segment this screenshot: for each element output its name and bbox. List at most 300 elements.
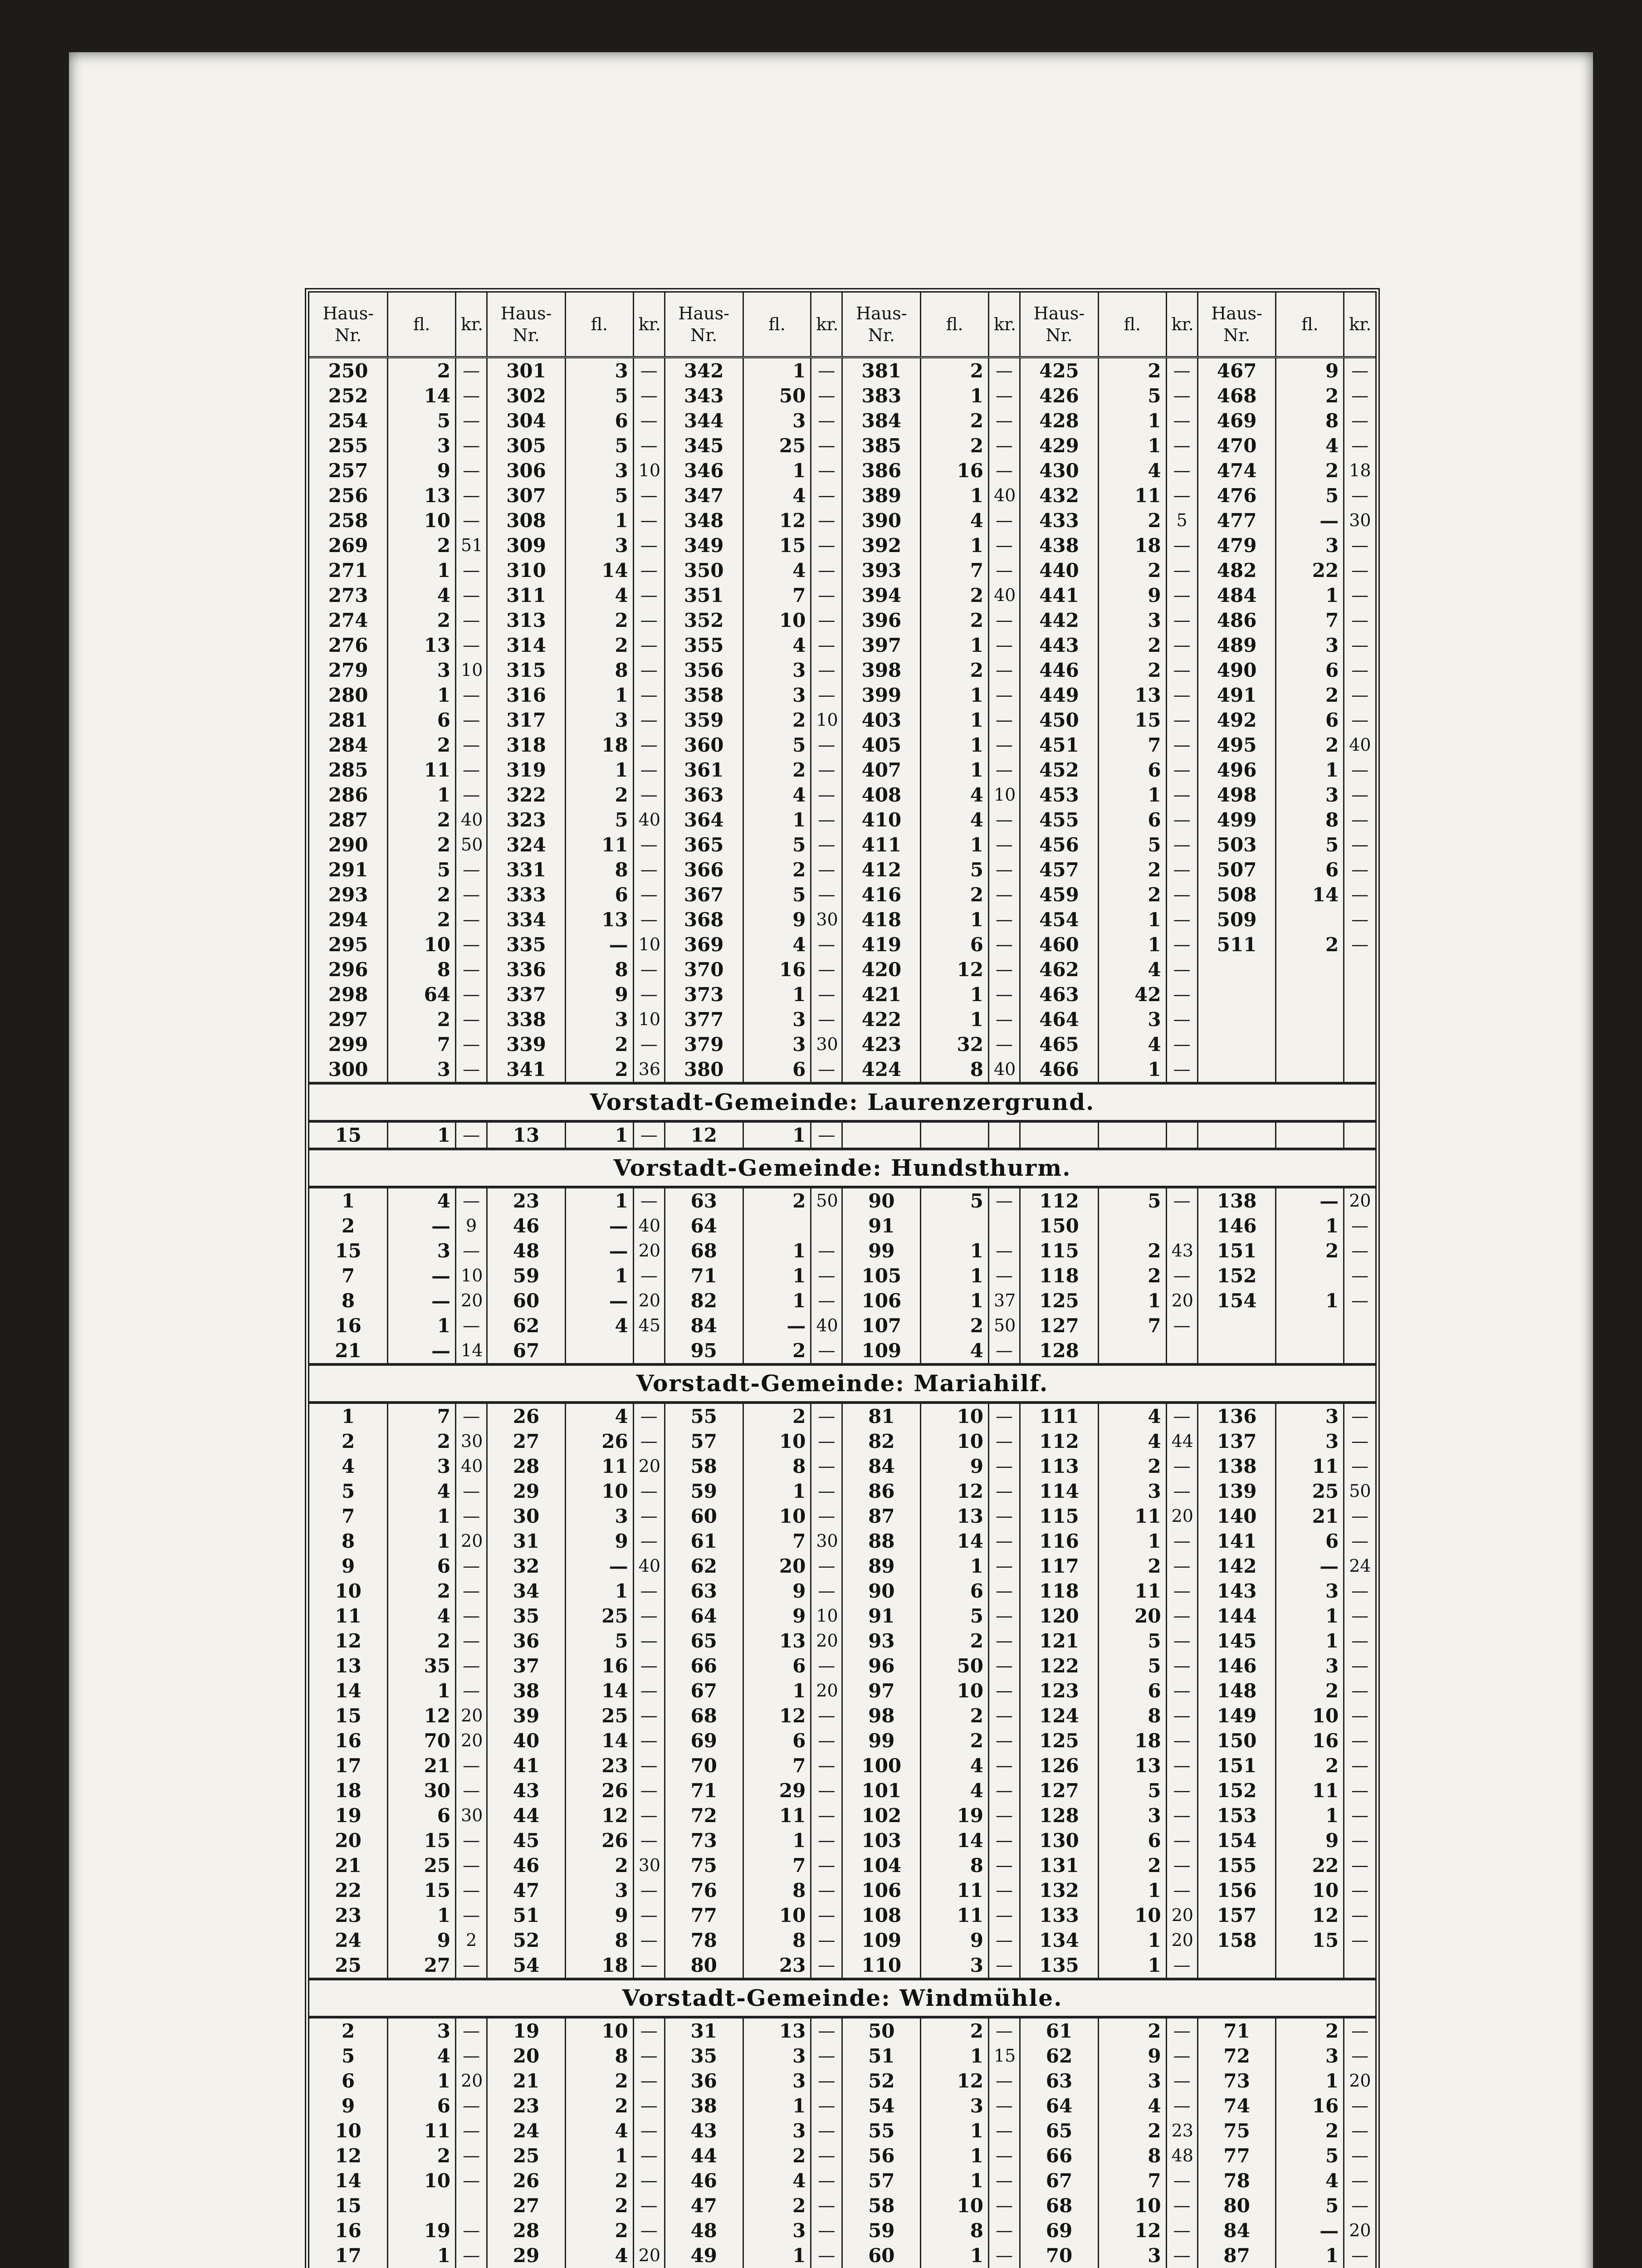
table-row <box>309 2243 1375 2268</box>
florin-cell: 25 <box>388 1853 456 1878</box>
house-number-cell: 7 <box>342 1265 355 1287</box>
florin-cell: 2 <box>921 583 989 608</box>
kreuzer-cell: — <box>1344 2143 1375 2168</box>
florin-cell: 4 <box>388 583 456 608</box>
house-number-cell: 127 <box>1020 1778 1099 1803</box>
house-number-cell: 449 <box>1020 683 1099 708</box>
kreuzer-cell: — <box>633 2218 665 2243</box>
section-table-laurenzergrund <box>309 1123 1375 1148</box>
florin-cell: 23 <box>565 1753 633 1778</box>
house-number-cell: 358 <box>665 683 743 708</box>
section-title: Vorstadt-Gemeinde: Windmühle. <box>309 1978 1375 2019</box>
house-number-cell: 112 <box>1020 1429 1099 1454</box>
kreuzer-cell: — <box>811 2168 842 2193</box>
kreuzer-cell: — <box>988 807 1020 832</box>
house-number-cell: 51 <box>842 2043 921 2068</box>
kreuzer-cell: — <box>1344 2019 1375 2043</box>
florin-cell: 2 <box>565 1057 633 1082</box>
table-row <box>309 957 1375 982</box>
kreuzer-cell: — <box>811 1903 842 1928</box>
florin-cell: 3 <box>565 357 633 384</box>
florin-cell: 18 <box>1098 533 1166 558</box>
kreuzer-cell: — <box>633 832 665 857</box>
house-number-cell: 467 <box>1197 357 1276 384</box>
kreuzer-cell <box>1344 1032 1375 1057</box>
kreuzer-cell: — <box>988 1188 1020 1213</box>
house-number-cell: 310 <box>487 558 566 583</box>
florin-cell: 70 <box>388 1728 456 1753</box>
florin-cell: 1 <box>921 708 989 733</box>
kreuzer-cell: — <box>988 982 1020 1007</box>
house-number-cell: 10 <box>335 1580 362 1602</box>
kreuzer-cell: 30 <box>456 1803 487 1828</box>
florin-cell: 15 <box>388 1878 456 1903</box>
kreuzer-cell: — <box>811 1238 842 1263</box>
house-number-cell: 384 <box>842 408 921 433</box>
house-number-cell: 256 <box>328 484 368 507</box>
house-number-cell: 14 <box>335 2170 362 2192</box>
florin-cell: 1 <box>743 458 811 483</box>
florin-cell: 4 <box>743 558 811 583</box>
kreuzer-cell: — <box>988 1678 1020 1703</box>
florin-cell: 1 <box>921 683 989 708</box>
house-number-cell: 70 <box>1020 2243 1099 2268</box>
florin-cell: 9 <box>565 1529 633 1554</box>
house-number-cell: 17 <box>335 1755 362 1777</box>
house-number-cell: 423 <box>842 1032 921 1057</box>
kreuzer-cell: — <box>1344 1803 1375 1828</box>
kreuzer-cell: 20 <box>456 1288 487 1313</box>
kreuzer-cell: — <box>988 857 1020 882</box>
florin-cell: 22 <box>1276 558 1344 583</box>
house-number-cell: 508 <box>1197 882 1276 907</box>
table-row <box>309 1828 1375 1853</box>
kreuzer-cell: — <box>811 807 842 832</box>
florin-cell <box>1098 1338 1166 1363</box>
house-number-cell: 158 <box>1197 1928 1276 1953</box>
house-number-cell: 412 <box>842 857 921 882</box>
house-number-cell: 118 <box>1020 1263 1099 1288</box>
house-number-cell: 36 <box>487 1628 566 1653</box>
house-number-cell: 63 <box>665 1579 743 1603</box>
house-number-cell: 509 <box>1197 907 1276 932</box>
florin-cell: 5 <box>565 383 633 408</box>
house-number-cell: 97 <box>842 1678 921 1703</box>
florin-cell: 1 <box>921 2168 989 2193</box>
house-number-cell: 157 <box>1197 1903 1276 1928</box>
house-number-cell: 58 <box>665 1454 743 1479</box>
house-number-cell: 441 <box>1020 583 1099 608</box>
florin-cell: 2 <box>1098 1554 1166 1579</box>
florin-cell: 7 <box>743 1753 811 1778</box>
kreuzer-cell: — <box>1166 882 1197 907</box>
house-number-cell: 75 <box>665 1853 743 1878</box>
house-number-cell: 144 <box>1197 1603 1276 1628</box>
house-number-cell: 390 <box>842 508 921 533</box>
kreuzer-cell: — <box>1166 2068 1197 2093</box>
florin-cell: 16 <box>743 957 811 982</box>
florin-cell: 4 <box>388 1603 456 1628</box>
kreuzer-cell: 20 <box>811 1628 842 1653</box>
house-number-cell: 411 <box>842 832 921 857</box>
house-number-cell: 28 <box>487 2218 566 2243</box>
florin-cell: 2 <box>921 433 989 458</box>
house-number-cell: 433 <box>1020 508 1099 533</box>
kreuzer-cell: — <box>988 533 1020 558</box>
house-number-cell: 12 <box>335 2145 362 2167</box>
table-row <box>309 633 1375 658</box>
florin-cell: 10 <box>565 2019 633 2043</box>
kreuzer-cell: 10 <box>988 782 1020 807</box>
house-number-cell: 148 <box>1197 1678 1276 1703</box>
florin-cell: 3 <box>743 2068 811 2093</box>
kreuzer-cell: 20 <box>1166 1288 1197 1313</box>
kreuzer-cell: — <box>1344 1828 1375 1853</box>
kreuzer-cell: — <box>456 1678 487 1703</box>
house-number-cell: 109 <box>842 1338 921 1363</box>
florin-cell: 2 <box>565 2068 633 2093</box>
kreuzer-cell: — <box>1344 1213 1375 1238</box>
florin-cell <box>743 1213 811 1238</box>
florin-cell: 1 <box>921 1263 989 1288</box>
house-number-cell: 13 <box>335 1655 362 1677</box>
florin-cell: 18 <box>565 1953 633 1978</box>
florin-cell: 2 <box>565 2193 633 2218</box>
kreuzer-cell: — <box>456 633 487 658</box>
kreuzer-cell: — <box>633 733 665 758</box>
house-number-cell: 2 <box>342 2020 355 2042</box>
kreuzer-cell: — <box>1166 633 1197 658</box>
house-number-cell: 107 <box>842 1313 921 1338</box>
florin-cell: 19 <box>921 1803 989 1828</box>
table-row <box>309 708 1375 733</box>
house-number-cell: 71 <box>1197 2019 1276 2043</box>
house-number-cell: 22 <box>335 1879 362 1901</box>
kreuzer-cell: 15 <box>988 2043 1020 2068</box>
kreuzer-cell: — <box>1166 1404 1197 1429</box>
house-number-cell: 49 <box>665 2243 743 2268</box>
kreuzer-cell: — <box>988 1454 1020 1479</box>
house-number-cell: 352 <box>665 608 743 633</box>
florin-cell: 13 <box>388 483 456 508</box>
florin-cell: 2 <box>743 1338 811 1363</box>
kreuzer-cell: — <box>1344 758 1375 782</box>
kreuzer-cell: — <box>456 683 487 708</box>
house-number-cell: 297 <box>328 1008 368 1031</box>
florin-cell: 1 <box>565 1263 633 1288</box>
florin-cell: 3 <box>1276 1404 1344 1429</box>
kreuzer-cell: — <box>456 1828 487 1853</box>
house-number-cell: 26 <box>487 2168 566 2193</box>
florin-cell: 3 <box>1098 608 1166 633</box>
kreuzer-cell: — <box>456 758 487 782</box>
kreuzer-cell: 20 <box>633 1288 665 1313</box>
house-number-cell: 19 <box>335 1804 362 1827</box>
florin-cell: 2 <box>388 882 456 907</box>
house-number-cell: 123 <box>1020 1678 1099 1703</box>
florin-cell: — <box>565 1238 633 1263</box>
florin-cell: 6 <box>388 708 456 733</box>
house-number-cell: 486 <box>1197 608 1276 633</box>
house-number-cell: 122 <box>1020 1653 1099 1678</box>
house-number-cell: 499 <box>1197 807 1276 832</box>
kreuzer-cell: 48 <box>1166 2143 1197 2168</box>
house-number-cell: 71 <box>665 1263 743 1288</box>
kreuzer-cell: — <box>456 2143 487 2168</box>
florin-cell: 6 <box>388 1554 456 1579</box>
house-number-cell: 57 <box>842 2168 921 2193</box>
paper-sheet <box>69 52 1593 2268</box>
florin-cell: 2 <box>388 1628 456 1653</box>
house-number-cell: 47 <box>665 2193 743 2218</box>
florin-cell: 1 <box>1098 1529 1166 1554</box>
florin-cell: 1 <box>388 1504 456 1529</box>
kreuzer-cell: — <box>1344 2193 1375 2218</box>
house-number-cell: 416 <box>842 882 921 907</box>
florin-cell: 2 <box>1276 733 1344 758</box>
house-number-cell: 368 <box>665 907 743 932</box>
kreuzer-cell: — <box>1166 1728 1197 1753</box>
house-number-cell: 55 <box>665 1404 743 1429</box>
florin-cell: 9 <box>921 1454 989 1479</box>
house-number-cell: 65 <box>1020 2118 1099 2143</box>
florin-cell: 1 <box>743 357 811 384</box>
house-number-cell: 410 <box>842 807 921 832</box>
kreuzer-cell: — <box>633 1728 665 1753</box>
house-number-cell: 15 <box>335 2195 362 2217</box>
florin-cell: 4 <box>1276 433 1344 458</box>
house-number-cell: 77 <box>1197 2143 1276 2168</box>
kreuzer-cell: — <box>811 1953 842 1978</box>
kreuzer-cell: — <box>1344 832 1375 857</box>
house-number-cell: 392 <box>842 533 921 558</box>
house-number-cell: 341 <box>487 1057 566 1082</box>
house-number-cell: 59 <box>842 2218 921 2243</box>
florin-cell: 7 <box>921 558 989 583</box>
kreuzer-cell: — <box>1344 357 1375 384</box>
kreuzer-cell: — <box>1166 533 1197 558</box>
kreuzer-cell: — <box>633 957 665 982</box>
house-number-cell: 291 <box>328 859 368 881</box>
florin-cell: 2 <box>565 2168 633 2193</box>
florin-cell: 4 <box>565 583 633 608</box>
kreuzer-cell: — <box>633 1123 665 1148</box>
florin-cell: 2 <box>921 1628 989 1653</box>
house-number-cell: 346 <box>665 458 743 483</box>
florin-cell: 2 <box>1098 1454 1166 1479</box>
kreuzer-cell: — <box>456 708 487 733</box>
kreuzer-cell: — <box>811 2043 842 2068</box>
kreuzer-cell: 20 <box>633 1454 665 1479</box>
kreuzer-cell: — <box>1344 782 1375 807</box>
kreuzer-cell: — <box>988 932 1020 957</box>
house-number-cell: 152 <box>1197 1778 1276 1803</box>
house-number-cell: 407 <box>842 758 921 782</box>
house-number-cell: 57 <box>665 1429 743 1454</box>
kreuzer-cell: — <box>811 1504 842 1529</box>
house-number-cell: 65 <box>665 1628 743 1653</box>
house-number-cell: 363 <box>665 782 743 807</box>
table-row <box>309 2068 1375 2093</box>
kreuzer-cell: 36 <box>633 1057 665 1082</box>
house-number-cell: 443 <box>1020 633 1099 658</box>
kreuzer-cell: — <box>811 583 842 608</box>
kreuzer-cell: — <box>456 583 487 608</box>
florin-cell: — <box>1276 1554 1344 1579</box>
column-header: Haus-Nr. <box>1197 293 1276 357</box>
house-number-cell: 82 <box>665 1288 743 1313</box>
house-number-cell: 339 <box>487 1032 566 1057</box>
kreuzer-cell: — <box>1344 1928 1375 1953</box>
table-row <box>309 1603 1375 1628</box>
house-number-cell: 337 <box>487 982 566 1007</box>
kreuzer-cell: — <box>456 1313 487 1338</box>
florin-cell: 6 <box>1276 658 1344 683</box>
florin-cell: 13 <box>1098 683 1166 708</box>
kreuzer-cell: 40 <box>988 583 1020 608</box>
florin-cell: 1 <box>388 558 456 583</box>
kreuzer-cell: — <box>811 758 842 782</box>
table-row <box>309 2168 1375 2193</box>
florin-cell: 15 <box>1098 708 1166 733</box>
florin-cell: 2 <box>1276 383 1344 408</box>
table-row <box>309 1903 1375 1928</box>
house-number-cell: 21 <box>335 1854 362 1877</box>
florin-cell: 4 <box>743 483 811 508</box>
florin-cell: 1 <box>1276 1288 1344 1313</box>
house-number-cell: 62 <box>487 1313 566 1338</box>
column-header: fl. <box>1276 293 1344 357</box>
florin-cell: 1 <box>743 1238 811 1263</box>
kreuzer-cell: — <box>456 1123 487 1148</box>
column-header: Haus-Nr. <box>487 293 566 357</box>
florin-cell: 3 <box>743 1032 811 1057</box>
house-number-cell: 451 <box>1020 733 1099 758</box>
florin-cell: 2 <box>388 357 456 384</box>
florin-cell: 3 <box>388 1238 456 1263</box>
kreuzer-cell: 50 <box>456 832 487 857</box>
florin-cell: 3 <box>743 2118 811 2143</box>
kreuzer-cell: — <box>1166 1007 1197 1032</box>
kreuzer-cell: — <box>1166 1878 1197 1903</box>
florin-cell: 2 <box>388 832 456 857</box>
florin-cell: 9 <box>565 982 633 1007</box>
florin-cell: 8 <box>565 1928 633 1953</box>
florin-cell: 11 <box>1098 1579 1166 1603</box>
table-row <box>309 483 1375 508</box>
florin-cell: 3 <box>1098 2068 1166 2093</box>
column-header: Haus-Nr. <box>665 293 743 357</box>
kreuzer-cell: — <box>988 1263 1020 1288</box>
florin-cell: 5 <box>1098 1653 1166 1678</box>
house-number-cell: 46 <box>665 2168 743 2193</box>
florin-cell: 1 <box>388 782 456 807</box>
kreuzer-cell: — <box>988 758 1020 782</box>
kreuzer-cell: — <box>988 2118 1020 2143</box>
florin-cell: 2 <box>1098 357 1166 384</box>
florin-cell: 1 <box>743 982 811 1007</box>
kreuzer-cell: — <box>633 1703 665 1728</box>
kreuzer-cell: 20 <box>1344 2218 1375 2243</box>
table-row <box>309 383 1375 408</box>
kreuzer-cell: — <box>456 433 487 458</box>
house-number-cell: 484 <box>1197 583 1276 608</box>
florin-cell: 1 <box>921 533 989 558</box>
house-number-cell: 20 <box>487 2043 566 2068</box>
house-number-cell: 115 <box>1020 1504 1099 1529</box>
florin-cell: 6 <box>565 882 633 907</box>
house-number-cell: 380 <box>665 1057 743 1082</box>
florin-cell: 1 <box>921 2143 989 2168</box>
house-number-cell: 334 <box>487 907 566 932</box>
house-number-cell: 106 <box>842 1878 921 1903</box>
kreuzer-cell: — <box>1344 1454 1375 1479</box>
house-number-cell: 335 <box>487 932 566 957</box>
header-row <box>309 293 1375 357</box>
kreuzer-cell: — <box>1344 882 1375 907</box>
house-number-cell: 308 <box>487 508 566 533</box>
kreuzer-cell: — <box>633 1878 665 1903</box>
house-number-cell: 452 <box>1020 758 1099 782</box>
section-title: Vorstadt-Gemeinde: Laurenzergrund. <box>309 1082 1375 1123</box>
house-number-cell: 75 <box>1197 2118 1276 2143</box>
florin-cell: 1 <box>565 1188 633 1213</box>
florin-cell: 2 <box>1098 558 1166 583</box>
kreuzer-cell: — <box>456 1653 487 1678</box>
house-number-cell: 489 <box>1197 633 1276 658</box>
kreuzer-cell: — <box>456 1057 487 1082</box>
florin-cell: 15 <box>743 533 811 558</box>
table-row <box>309 1953 1375 1978</box>
kreuzer-cell <box>1344 957 1375 982</box>
house-number-cell: 52 <box>487 1928 566 1953</box>
kreuzer-cell: — <box>811 2068 842 2093</box>
florin-cell: 1 <box>565 2143 633 2168</box>
florin-cell: 4 <box>921 807 989 832</box>
kreuzer-cell: — <box>1166 907 1197 932</box>
table-row <box>309 1653 1375 1678</box>
house-number-cell: 81 <box>842 1404 921 1429</box>
house-number-cell <box>1020 1123 1099 1148</box>
kreuzer-cell: — <box>456 2218 487 2243</box>
florin-cell <box>1276 1057 1344 1082</box>
kreuzer-cell: — <box>988 1554 1020 1579</box>
kreuzer-cell: — <box>633 708 665 733</box>
house-number-cell: 67 <box>665 1678 743 1703</box>
kreuzer-cell: 51 <box>456 533 487 558</box>
florin-cell: 4 <box>743 2168 811 2193</box>
kreuzer-cell: — <box>1344 1579 1375 1603</box>
kreuzer-cell: — <box>1344 1263 1375 1288</box>
florin-cell: 4 <box>921 508 989 533</box>
florin-cell: 3 <box>921 1953 989 1978</box>
kreuzer-cell: 50 <box>1344 1479 1375 1504</box>
house-number-cell: 294 <box>328 909 368 931</box>
florin-cell: 4 <box>743 633 811 658</box>
kreuzer-cell: — <box>1166 932 1197 957</box>
house-number-cell: 14 <box>335 1680 362 1702</box>
table-row <box>309 1213 1375 1238</box>
florin-cell: 14 <box>921 1828 989 1853</box>
house-number-cell: 44 <box>487 1803 566 1828</box>
house-number-cell: 66 <box>665 1653 743 1678</box>
kreuzer-cell: — <box>633 1628 665 1653</box>
florin-cell: 3 <box>565 533 633 558</box>
kreuzer-cell: 20 <box>1166 1504 1197 1529</box>
kreuzer-cell: — <box>456 1603 487 1628</box>
florin-cell: 10 <box>1276 1878 1344 1903</box>
kreuzer-cell: — <box>1344 1238 1375 1263</box>
